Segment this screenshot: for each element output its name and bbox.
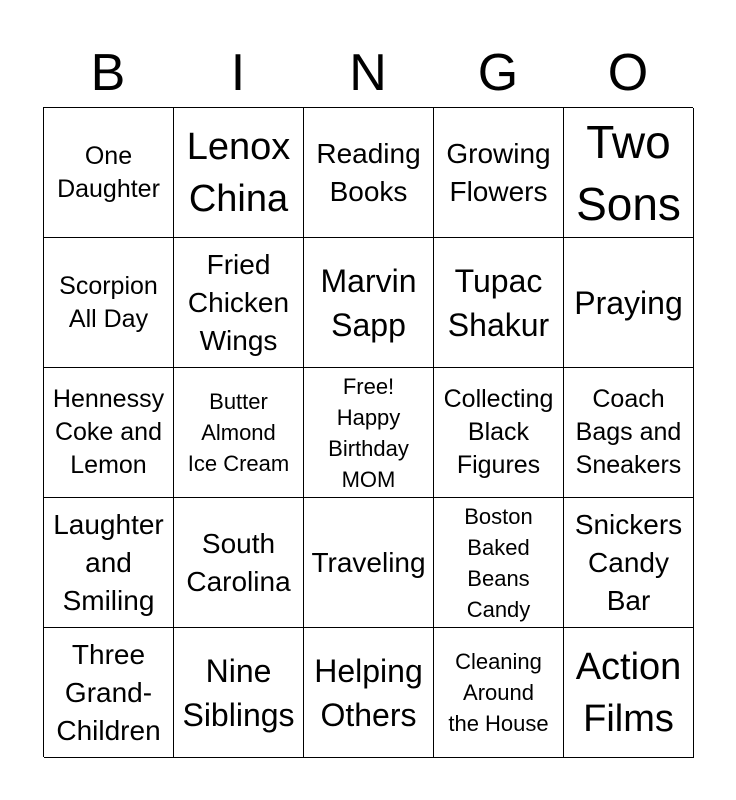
bingo-cell-r5c2[interactable] (174, 628, 304, 758)
bingo-cell-r5c1[interactable] (44, 628, 174, 758)
cell-text: Snickers Candy Bar (574, 508, 683, 616)
bingo-cell-r4c2[interactable] (174, 498, 304, 628)
bingo-cell-r3c2[interactable] (174, 368, 304, 498)
cell-text: Fried Chicken Wings (187, 248, 290, 356)
bingo-cell-r1c2[interactable] (174, 108, 304, 238)
cell-text: Action Films (575, 645, 682, 740)
cell-text: Nine Siblings (182, 652, 295, 733)
cell-text: Three Grand- Children (56, 638, 161, 746)
bingo-cell-r4c3[interactable] (304, 498, 434, 628)
cell-text: Helping Others (314, 652, 423, 733)
cell-text: Free! Happy Birthday MOM (328, 373, 409, 492)
bingo-cell-r1c1[interactable] (44, 108, 174, 238)
bingo-cell-r2c4[interactable] (434, 238, 564, 368)
bingo-cell-r4c1[interactable] (44, 498, 174, 628)
bingo-cell-r1c5[interactable] (564, 108, 694, 238)
header-letter-g: G (477, 44, 519, 102)
cell-text: Marvin Sapp (320, 262, 417, 343)
bingo-cell-r2c2[interactable] (174, 238, 304, 368)
bingo-cell-r4c4[interactable] (434, 498, 564, 628)
bingo-cell-r3c5[interactable] (564, 368, 694, 498)
bingo-cell-r5c3[interactable] (304, 628, 434, 758)
bingo-cell-r2c3[interactable] (304, 238, 434, 368)
header-letter-b: B (90, 44, 126, 102)
cell-text: Coach Bags and Sneakers (575, 385, 682, 479)
bingo-cell-r3c1[interactable] (44, 368, 174, 498)
bingo-cell-r3c4[interactable] (434, 368, 564, 498)
cell-text: Cleaning Around the House (448, 649, 549, 736)
bingo-grid (43, 107, 693, 757)
cell-text: Lenox China (186, 125, 291, 220)
bingo-cell-r1c4[interactable] (434, 108, 564, 238)
bingo-cell-r1c3[interactable] (304, 108, 434, 238)
bingo-cell-r4c5[interactable] (564, 498, 694, 628)
cell-text: Tupac Shakur (447, 262, 550, 343)
cell-text: Praying (574, 284, 683, 321)
cell-text: Hennessy Coke and Lemon (52, 385, 165, 479)
cell-text: Laughter and Smiling (53, 508, 164, 616)
header-letter-i: I (230, 44, 246, 102)
cell-text: South Carolina (186, 527, 291, 597)
header-letter-o: O (607, 44, 649, 102)
bingo-cell-r2c1[interactable] (44, 238, 174, 368)
cell-text: Traveling (311, 546, 426, 578)
cell-text: Butter Almond Ice Cream (187, 389, 290, 476)
cell-text: Scorpion All Day (59, 271, 158, 333)
cell-text: One Daughter (57, 141, 160, 203)
cell-text: Reading Books (316, 137, 421, 207)
cell-text: Growing Flowers (446, 137, 551, 207)
bingo-header (43, 40, 693, 106)
bingo-cell-r5c5[interactable] (564, 628, 694, 758)
bingo-cell-r2c5[interactable] (564, 238, 694, 368)
header-letter-n: N (349, 44, 387, 102)
cell-text: Collecting Black Figures (443, 385, 554, 479)
bingo-cell-r3c3[interactable] (304, 368, 434, 498)
cell-text: Boston Baked Beans Candy (464, 503, 533, 622)
bingo-cell-r5c4[interactable] (434, 628, 564, 758)
cell-text: Two Sons (576, 115, 681, 230)
